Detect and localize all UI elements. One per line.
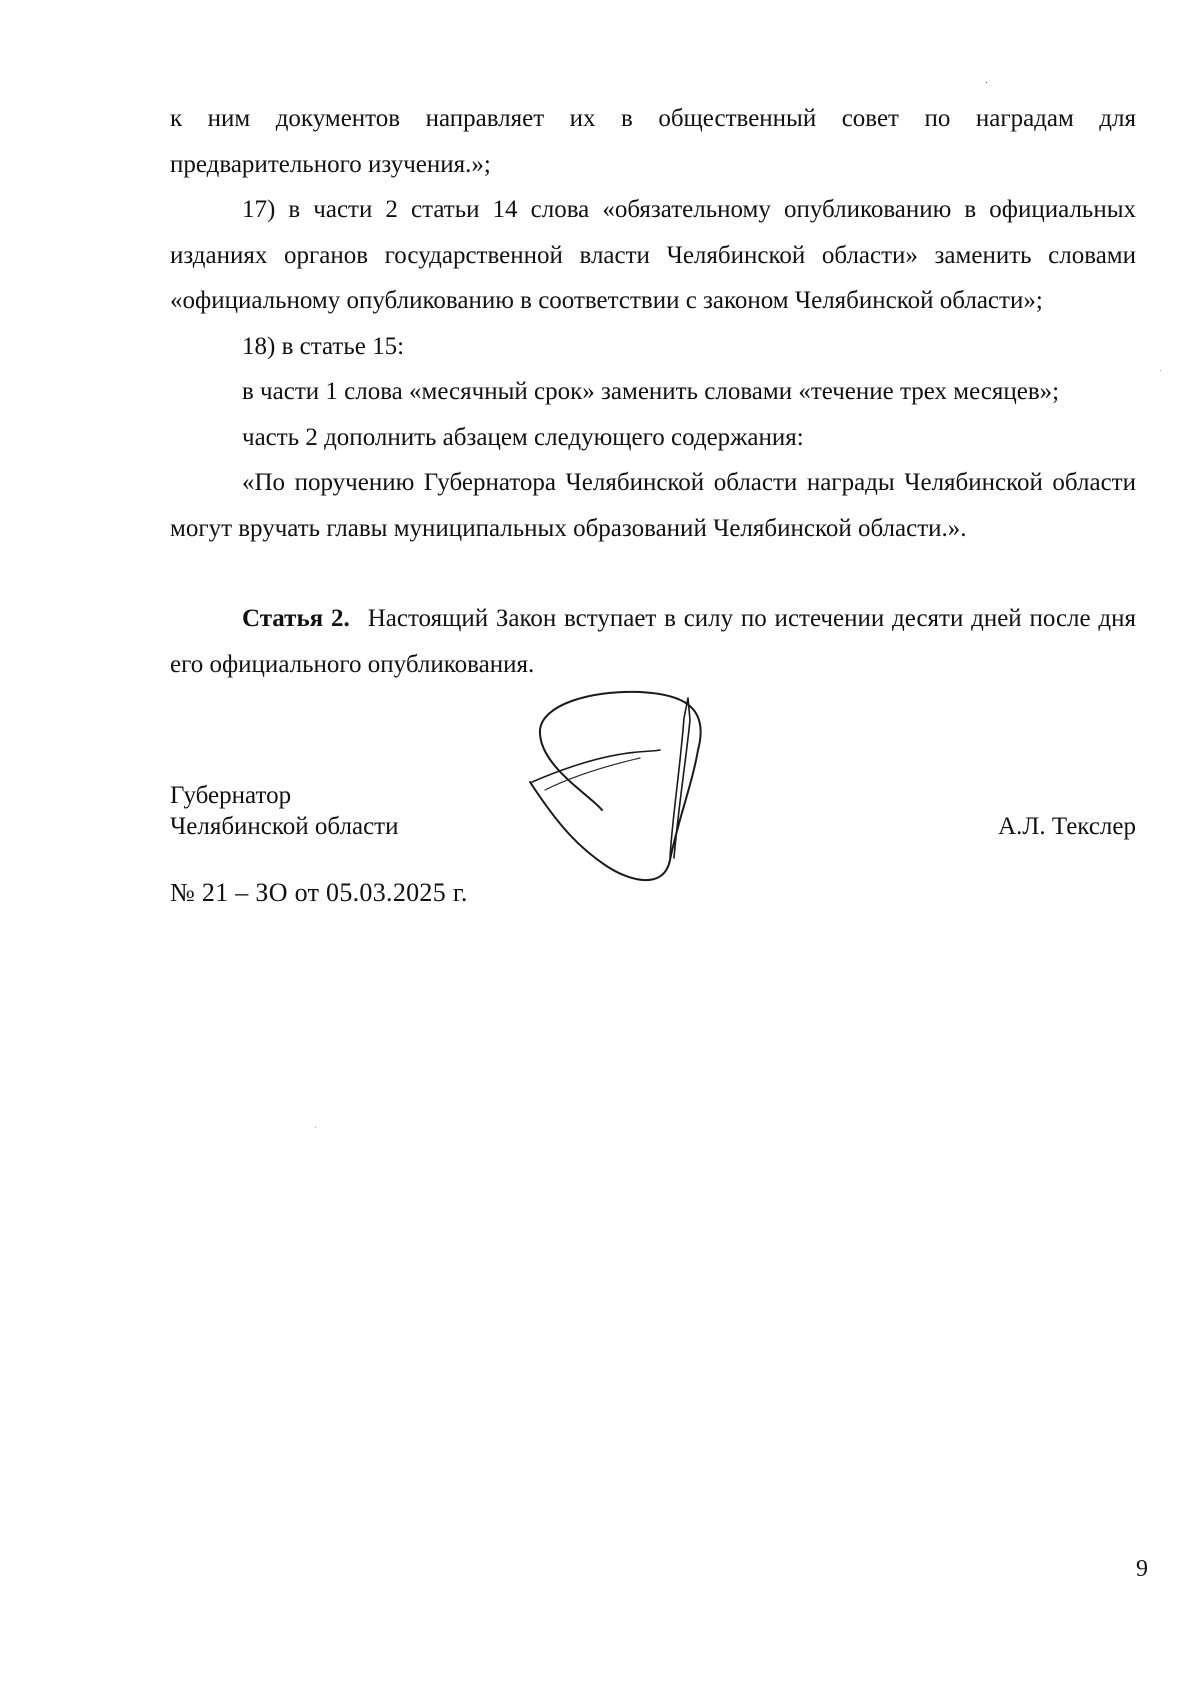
scan-speck: [1160, 370, 1161, 371]
paragraph-item-17: 17) в части 2 статьи 14 слова «обязательному опубликованию в официальных изданиях органов государственной власти Челябинской области» заменить словами «официальному опубликованию в соответствии с законом Челябинской области»;: [170, 196, 1136, 314]
signatory-name: А.Л. Текслер: [998, 813, 1136, 840]
document-body: [170, 96, 1136, 687]
article-2: [170, 596, 1136, 687]
signatory-title-line-1: Губернатор: [170, 782, 292, 809]
signatory-title-line-2: Челябинской области: [170, 813, 399, 840]
page-number: 9: [1136, 1556, 1148, 1582]
paragraph-quote: «По поручению Губернатора Челябинской области награды Челябинской области могут вручать главы муниципальных образований Челябинской области.».: [170, 469, 1136, 542]
law-number: № 21 – ЗО от 05.03.2025 г.: [170, 878, 468, 907]
paragraph-part-1: в части 1 слова «месячный срок» заменить словами «течение трех месяцев»;: [242, 378, 1060, 405]
paragraph-continuation: к ним документов направляет их в общественный совет по наградам для предварительного изучения.»;: [170, 105, 1136, 178]
handwritten-signature: [520, 690, 740, 890]
paragraph-part-2: часть 2 дополнить абзацем следующего содержания:: [242, 423, 804, 451]
paragraph-item-18: 18) в статье 15:: [242, 332, 405, 360]
scan-speck: [986, 82, 987, 83]
article-text: Настоящий Закон вступает в силу по истечении десяти дней после дня его официального опубликования.: [170, 605, 1136, 678]
article-label: Статья 2.: [242, 605, 350, 632]
scan-speck: [315, 1127, 316, 1128]
